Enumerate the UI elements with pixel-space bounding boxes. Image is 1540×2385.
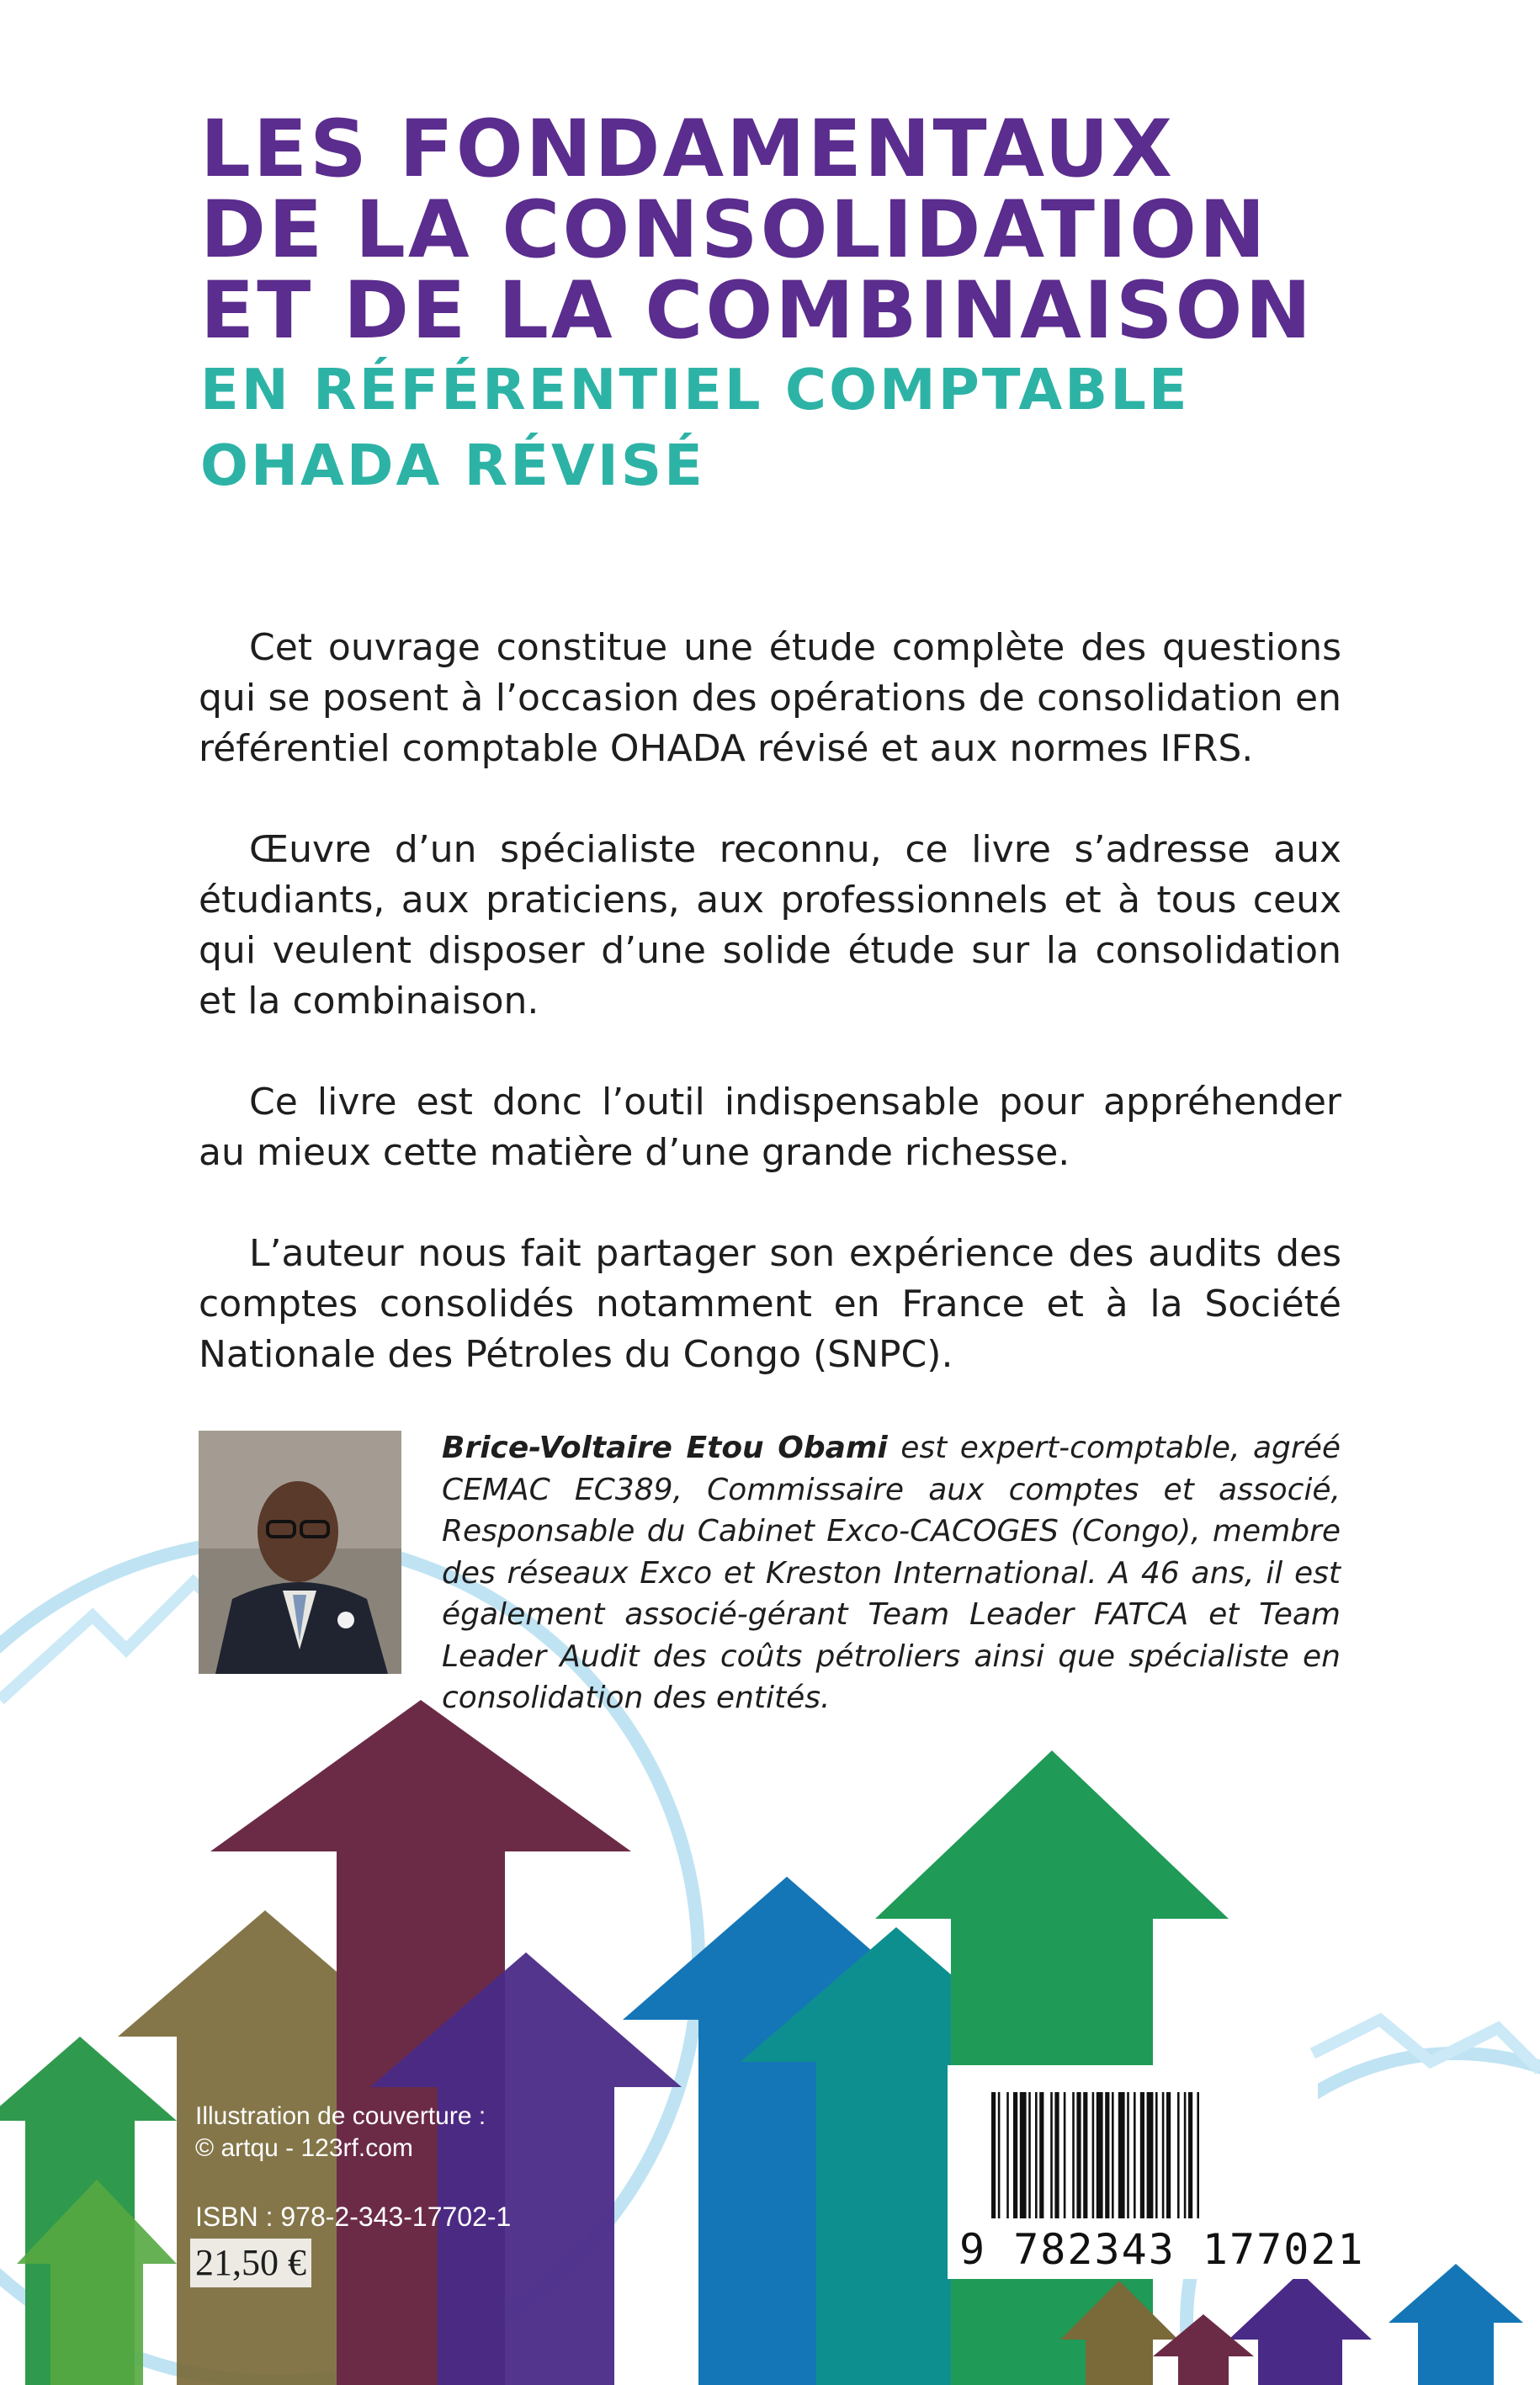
title-line-1: LES FONDAMENTAUX (200, 104, 1176, 195)
barcode-bar (1127, 2092, 1129, 2218)
title-line-3: ET DE LA COMBINAISON (200, 265, 1314, 357)
barcode-bar (1147, 2092, 1154, 2218)
summary-paragraph: Œuvre d’un spécialiste reconnu, ce livre s’adresse aux étudiants, aux praticiens, aux professionnels et à tous ceux qui veulent disposer d’une solide étude sur la consolidation et la combinaison. (199, 828, 1341, 1023)
summary-text (199, 623, 1341, 1431)
isbn: ISBN : 978-2-343-17702-1 (195, 2202, 512, 2232)
barcode-bar (1184, 2092, 1187, 2218)
author-photo (199, 1431, 401, 1674)
author-name: Brice-Voltaire Etou Obami (442, 1431, 888, 1465)
illustration-label: Illustration de couverture : (195, 2102, 486, 2130)
barcode-bar (1140, 2092, 1144, 2218)
barcode-bar (1188, 2092, 1192, 2218)
barcode-bar (1013, 2092, 1017, 2218)
barcode-bar (1076, 2092, 1081, 2218)
barcode-digits: 9 782343 177021 (959, 2225, 1365, 2274)
barcode-bar (1105, 2092, 1109, 2218)
title-block (200, 104, 1378, 503)
subtitle-line-1: EN RÉFÉRENTIEL COMPTABLE (200, 357, 1190, 422)
barcode-bar (1155, 2092, 1158, 2218)
barcode-bar (1064, 2092, 1066, 2218)
barcode-bar (1197, 2092, 1199, 2218)
barcode-bar (1177, 2092, 1180, 2218)
barcode-bar (1039, 2092, 1043, 2218)
barcode-bar (1050, 2092, 1053, 2218)
barcode-bar (1035, 2092, 1038, 2218)
barcode-bar (1166, 2092, 1171, 2218)
summary-paragraph: Cet ouvrage constitue une étude complète des questions qui se posent à l’occasion des opérations de consolidation en référentiel comptable OHADA révisé et aux normes IFRS. (199, 626, 1341, 770)
arrow-purple-small (1229, 2272, 1372, 2385)
barcode-bar (1162, 2092, 1165, 2218)
barcode-bar (1092, 2092, 1095, 2218)
barcode-bar (1097, 2092, 1103, 2218)
barcode-bar (991, 2092, 996, 2218)
title-line-2: DE LA CONSOLIDATION (200, 184, 1268, 276)
author-bio (442, 1427, 1341, 1719)
barcode-box (948, 2065, 1365, 2279)
barcode-bar (1072, 2092, 1075, 2218)
barcode-bar (1028, 2092, 1031, 2218)
author-bio-text: est expert-comptable, agréé CEMAC EC389, Commissaire aux comptes et associé, Responsable du Cabinet Exco-CACOGES (Congo), membre des réseaux Exco et Kreston International. A 46 ans, il est également associé-gérant Team Leader FATCA et Team Leader Audit des coûts pétroliers ainsi que spécialiste en consolidation des entités. (442, 1431, 1341, 1715)
barcode-bar (1020, 2092, 1027, 2218)
barcode-bar (1054, 2092, 1059, 2218)
barcode-bar (1006, 2092, 1009, 2218)
cover-credits (195, 2101, 486, 2165)
barcode (991, 2092, 1274, 2235)
barcode-bar (998, 2092, 1001, 2218)
barcode-bar (1083, 2092, 1087, 2218)
barcode-bar (1118, 2092, 1125, 2218)
arrow-maroon-small (1153, 2314, 1254, 2385)
summary-paragraph: L’auteur nous fait partager son expérience des audits des comptes consolidés notamment en France et à la Société Nationale des Pétroles du Congo (SNPC). (199, 1232, 1341, 1376)
price: 21,50 € (190, 2239, 311, 2287)
arrow-blue-small (1389, 2264, 1523, 2385)
subtitle-line-2: OHADA RÉVISÉ (200, 433, 705, 498)
illustration-source: © artqu - 123rf.com (195, 2134, 413, 2162)
barcode-bar (1134, 2092, 1136, 2218)
summary-paragraph: Ce livre est donc l’outil indispensable pour appréhender au mieux cette matière d’une grande richesse. (199, 1081, 1341, 1174)
barcode-bar (1112, 2092, 1114, 2218)
